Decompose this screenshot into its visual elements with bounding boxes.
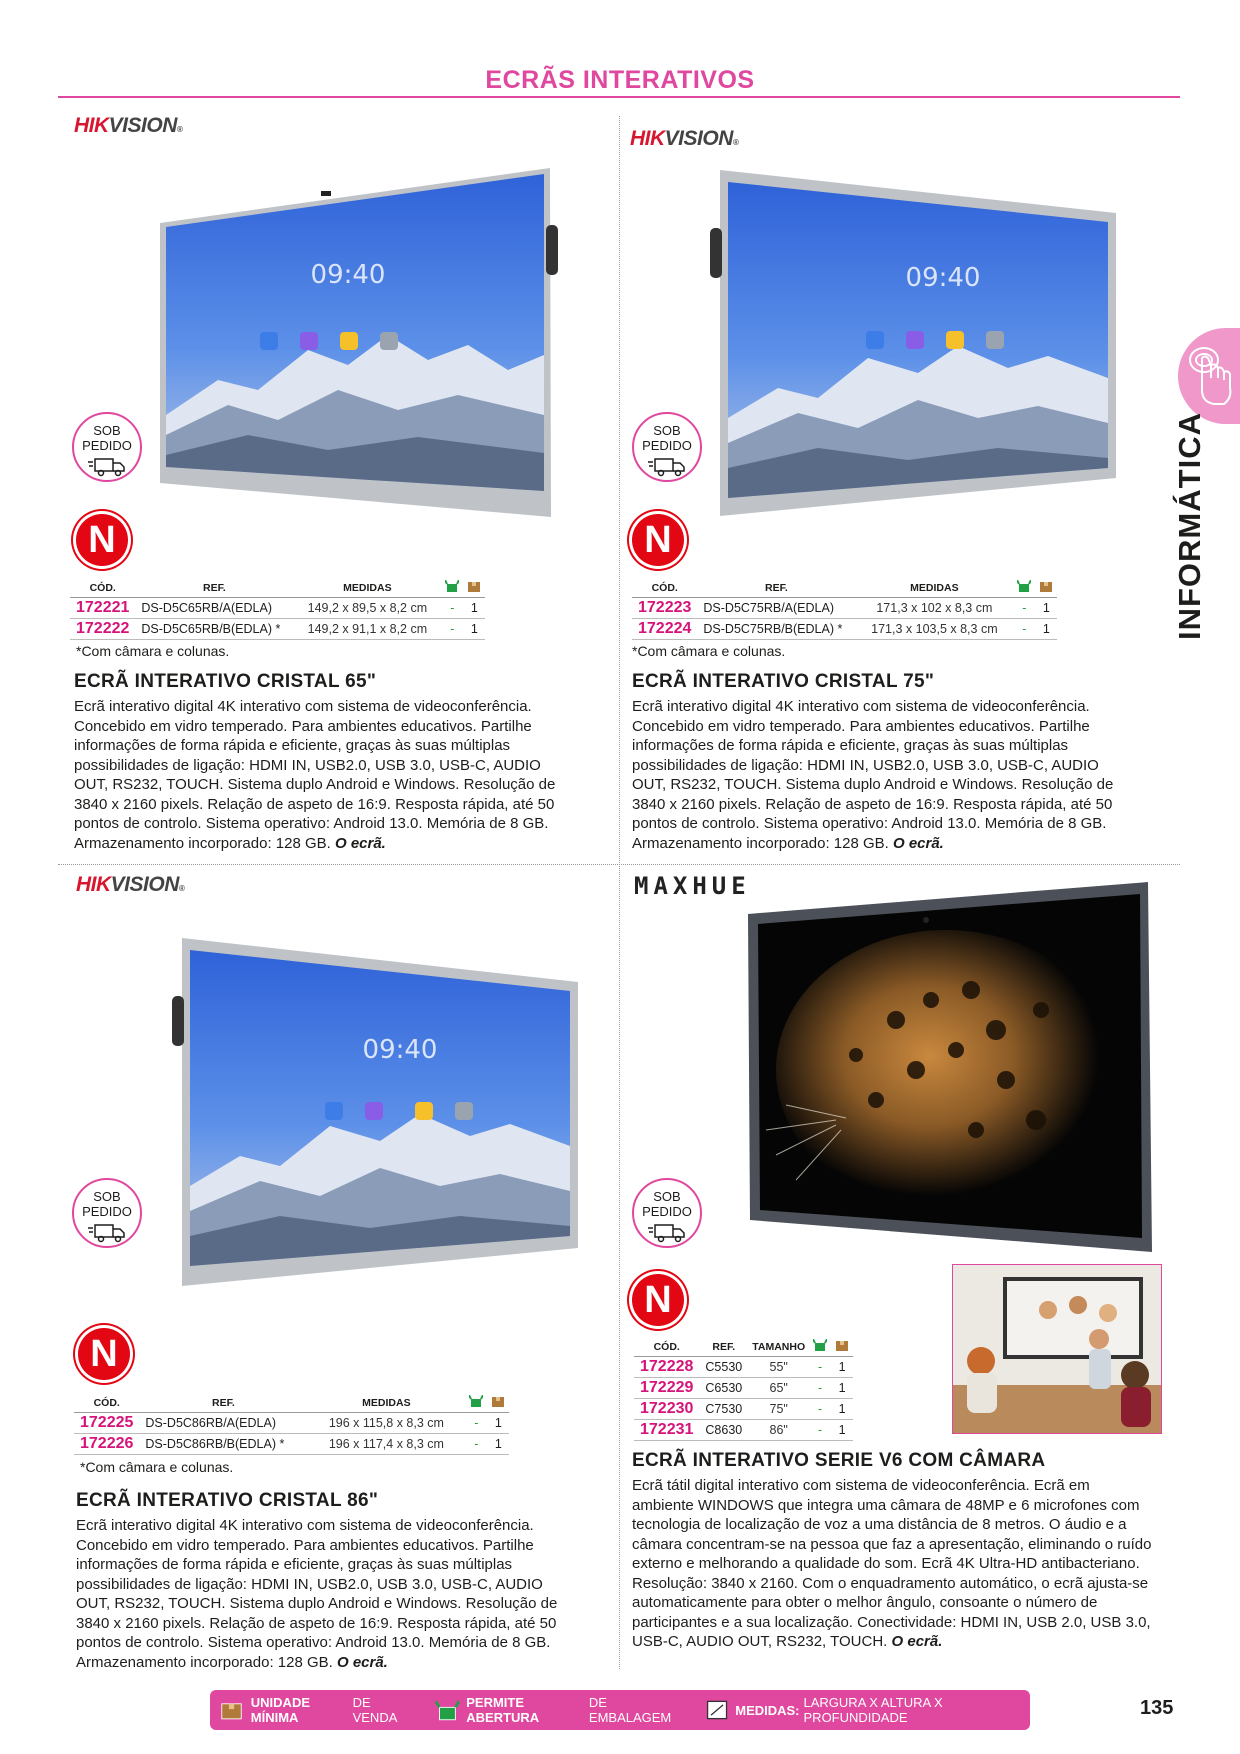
product-measures: 171,3 x 103,5 x 8,3 cm xyxy=(855,619,1013,640)
delivery-truck-icon xyxy=(87,1222,127,1244)
product-ref: C8630 xyxy=(699,1420,748,1441)
category-tab xyxy=(1178,328,1240,424)
description-text: Ecrã interativo digital 4K interativo com sistema de videoconferência. Concebido em vidro temperado. Para ambientes educativos. Partilhe informações de forma rápida e eficiente, graças às suas múltiplas possibilidades de ligação: HDMI IN, USB2.0, USB 3.0, USB-C, AUDIO OUT, RS232, TOUCH. Sistema duplo Android e Windows. Resolução de 3840 x 2160 pixels. Relação de aspeto de 16:9. Resposta rápida, até 50 pontos de controlo. Sistema operativo: Android 13.0. Memória de 8 GB. Armazenamento incorporado: 128 GB. xyxy=(632,698,1114,852)
legend-label: DE VENDA xyxy=(352,1695,398,1725)
min-unit-value: 1 xyxy=(1035,598,1057,619)
col-header: MEDIDAS xyxy=(855,578,1013,598)
product-size: 75" xyxy=(748,1399,809,1420)
table-row xyxy=(70,619,485,640)
col-header: MEDIDAS xyxy=(293,578,441,598)
min-unit-value: 1 xyxy=(831,1420,853,1441)
badge-line-2: PEDIDO xyxy=(642,438,692,453)
min-unit-value: 1 xyxy=(463,598,485,619)
col-header: CÓD. xyxy=(70,578,135,598)
min-unit-value: 1 xyxy=(831,1399,853,1420)
category-label: INFORMÁTICA xyxy=(1172,412,1207,640)
column-divider xyxy=(619,116,620,1669)
spec-table xyxy=(634,1337,853,1441)
product-title: ECRÃ INTERATIVO CRISTAL 86" xyxy=(76,1490,379,1511)
on-request-badge xyxy=(632,1178,702,1248)
spec-table xyxy=(70,578,485,640)
product-measures: 149,2 x 89,5 x 8,2 cm xyxy=(293,598,441,619)
on-request-badge xyxy=(632,412,702,482)
legend-open-pack xyxy=(435,1695,681,1725)
product-measures: 149,2 x 91,1 x 8,2 cm xyxy=(293,619,441,640)
spec-table xyxy=(632,578,1057,640)
sale-unit: O ecrã. xyxy=(892,834,944,852)
table-row xyxy=(634,1378,853,1399)
sale-unit: O ecrã. xyxy=(336,1653,388,1671)
product-ref: DS-D5C86RB/B(EDLA) * xyxy=(139,1434,307,1455)
open-pack-value: - xyxy=(465,1413,487,1434)
product-code: 172231 xyxy=(634,1420,699,1441)
open-pack-value: - xyxy=(1013,598,1035,619)
product-code: 172221 xyxy=(70,598,135,619)
title-rule xyxy=(58,96,1180,98)
legend-label-bold: MEDIDAS: xyxy=(735,1702,800,1718)
product-ref: C7530 xyxy=(699,1399,748,1420)
product-ref: DS-D5C65RB/B(EDLA) * xyxy=(135,619,293,640)
box-icon xyxy=(463,578,485,598)
product-code: 172224 xyxy=(632,619,697,640)
col-header: REF. xyxy=(699,1337,748,1357)
col-header: MEDIDAS xyxy=(307,1393,465,1413)
delivery-truck-icon xyxy=(647,1222,687,1244)
table-row xyxy=(632,619,1057,640)
on-request-badge xyxy=(72,1178,142,1248)
product-description xyxy=(632,1476,1152,1652)
table-row xyxy=(634,1357,853,1378)
product-title: ECRÃ INTERATIVO SERIE V6 COM CÂMARA xyxy=(632,1450,1046,1471)
product-size: 86" xyxy=(748,1420,809,1441)
product-image-cristal-75 xyxy=(708,168,1118,525)
row-divider xyxy=(58,864,1180,865)
product-ref: DS-D5C86RB/A(EDLA) xyxy=(139,1413,307,1434)
product-image-cristal-86 xyxy=(170,936,580,1293)
col-header: TAMANHO xyxy=(748,1337,809,1357)
product-title: ECRÃ INTERATIVO CRISTAL 75" xyxy=(632,671,935,692)
brand-logo-hikvision: HIKVISION® xyxy=(630,127,739,150)
open-pack-value: - xyxy=(809,1399,831,1420)
product-size: 65" xyxy=(748,1378,809,1399)
description-text: Ecrã interativo digital 4K interativo com sistema de videoconferência. Concebido em vidro temperado. Para ambientes educativos. Partilhe informações de forma rápida e eficiente, graças às suas múltiplas possibilidades de ligação: HDMI IN, USB2.0, USB 3.0, USB-C, AUDIO OUT, RS232, TOUCH. Sistema duplo Android e Windows. Resolução de 3840 x 2160 pixels. Relação de aspeto de 16:9. Resposta rápida, até 50 pontos de controlo. Sistema operativo: Android 13.0. Memória de 8 GB. Armazenamento incorporado: 128 GB. xyxy=(76,1517,558,1671)
description-text: Ecrã tátil digital interativo com sistema de videoconferência. Ecrã em ambiente WINDOWS que integra uma câmara de 48MP e 6 microfones com tecnologia de localização de voz a uma distância de 8 metros. O áudio e a câmara concentram-se na pessoa que faz a apresentação, eliminando o ruído externo e melhorando a qualidade do som. Ecrã 4K Ultra-HD antibacteriano. Resolução: 3840 x 2160. Com o enquadramento automático, o ecrã ajusta-se automaticamente para obter o melhor ângulo, consoante o número de participantes e a sua localização. Conectividade: HDMI IN, USB 2.0, USB 3.0, USB-C, AUDIO OUT, RS232, TOUCH. xyxy=(632,1477,1152,1650)
legend-label-bold: PERMITE ABERTURA xyxy=(466,1695,540,1725)
product-measures: 196 x 117,4 x 8,3 cm xyxy=(307,1434,465,1455)
table-row xyxy=(74,1434,509,1455)
min-unit-value: 1 xyxy=(463,619,485,640)
col-header: CÓD. xyxy=(74,1393,139,1413)
col-header: REF. xyxy=(135,578,293,598)
table-row xyxy=(634,1399,853,1420)
footnote: *Com câmara e colunas. xyxy=(80,1459,234,1475)
screen-clock: 09:40 xyxy=(310,260,386,290)
on-request-badge xyxy=(72,412,142,482)
open-pack-value: - xyxy=(441,598,463,619)
legend-measures xyxy=(705,1695,1016,1725)
badge-line-2: PEDIDO xyxy=(642,1204,692,1219)
min-unit-value: 1 xyxy=(1035,619,1057,640)
legend-label: LARGURA X ALTURA X PROFUNDIDADE xyxy=(803,1695,943,1725)
badge-line-1: SOB xyxy=(93,423,121,438)
col-header: CÓD. xyxy=(632,578,697,598)
product-description xyxy=(74,697,564,853)
legend-label: DE EMBALAGEM xyxy=(588,1695,672,1725)
badge-line-1: SOB xyxy=(653,1189,681,1204)
col-header: REF. xyxy=(139,1393,307,1413)
badge-line-2: PEDIDO xyxy=(82,438,132,453)
new-badge: N xyxy=(76,514,128,566)
page-number: 135 xyxy=(1140,1697,1174,1719)
legend-label-bold: UNIDADE MÍNIMA xyxy=(250,1695,311,1725)
open-pack-value: - xyxy=(441,619,463,640)
footnote: *Com câmara e colunas. xyxy=(76,643,230,659)
product-ref: C6530 xyxy=(699,1378,748,1399)
col-header: CÓD. xyxy=(634,1337,699,1357)
spec-table xyxy=(74,1393,509,1455)
product-measures: 171,3 x 102 x 8,3 cm xyxy=(855,598,1013,619)
open-pack-icon xyxy=(465,1393,487,1413)
new-badge: N xyxy=(632,514,684,566)
product-code: 172223 xyxy=(632,598,697,619)
min-unit-value: 1 xyxy=(487,1434,509,1455)
open-pack-value: - xyxy=(809,1420,831,1441)
new-badge: N xyxy=(78,1328,130,1380)
table-row xyxy=(70,598,485,619)
open-pack-value: - xyxy=(465,1434,487,1455)
product-image-cristal-65 xyxy=(158,165,564,525)
min-unit-value: 1 xyxy=(487,1413,509,1434)
product-code: 172228 xyxy=(634,1357,699,1378)
delivery-truck-icon xyxy=(647,456,687,478)
product-ref: DS-D5C65RB/A(EDLA) xyxy=(135,598,293,619)
screen-clock: 09:40 xyxy=(362,1035,438,1065)
legend-min-unit xyxy=(220,1695,411,1725)
footnote: *Com câmara e colunas. xyxy=(632,643,786,659)
product-image-serie-v6 xyxy=(746,880,1154,1259)
table-row xyxy=(634,1420,853,1441)
product-code: 172230 xyxy=(634,1399,699,1420)
min-unit-value: 1 xyxy=(831,1378,853,1399)
sale-unit: O ecrã. xyxy=(891,1633,943,1650)
col-header: REF. xyxy=(697,578,855,598)
open-box-icon xyxy=(435,1698,460,1722)
table-row xyxy=(74,1413,509,1434)
product-size: 55" xyxy=(748,1357,809,1378)
product-description xyxy=(632,697,1122,853)
table-row xyxy=(632,598,1057,619)
description-text: Ecrã interativo digital 4K interativo com sistema de videoconferência. Concebido em vidro temperado. Para ambientes educativos. Partilhe informações de forma rápida e eficiente, graças às suas múltiplas possibilidades de ligação: HDMI IN, USB2.0, USB 3.0, USB-C, AUDIO OUT, RS232, TOUCH. Sistema duplo Android e Windows. Resolução de 3840 x 2160 pixels. Relação de aspeto de 16:9. Resposta rápida, até 50 pontos de controlo. Sistema operativo: Android 13.0. Memória de 8 GB. Armazenamento incorporado: 128 GB. xyxy=(74,698,556,852)
min-unit-value: 1 xyxy=(831,1357,853,1378)
product-title: ECRÃ INTERATIVO CRISTAL 65" xyxy=(74,671,377,692)
badge-line-1: SOB xyxy=(653,423,681,438)
open-pack-value: - xyxy=(809,1357,831,1378)
screen-clock: 09:40 xyxy=(905,263,981,293)
open-pack-value: - xyxy=(1013,619,1035,640)
product-code: 172222 xyxy=(70,619,135,640)
measure-icon xyxy=(705,1698,729,1722)
box-icon xyxy=(831,1337,853,1357)
open-pack-icon xyxy=(809,1337,831,1357)
brand-logo-hikvision: HIKVISION® xyxy=(76,873,185,896)
brand-logo-hikvision: HIKVISION® xyxy=(74,114,183,137)
badge-line-1: SOB xyxy=(93,1189,121,1204)
product-code: 172226 xyxy=(74,1434,139,1455)
classroom-photo xyxy=(952,1264,1162,1434)
product-ref: C5530 xyxy=(699,1357,748,1378)
legend-bar xyxy=(210,1690,1030,1730)
brand-logo-maxhue: MAXHUE xyxy=(634,872,751,900)
sale-unit: O ecrã. xyxy=(334,834,386,852)
product-ref: DS-D5C75RB/A(EDLA) xyxy=(697,598,855,619)
box-icon xyxy=(220,1698,245,1722)
product-measures: 196 x 115,8 x 8,3 cm xyxy=(307,1413,465,1434)
new-badge: N xyxy=(632,1274,684,1326)
product-code: 172229 xyxy=(634,1378,699,1399)
touch-hand-icon xyxy=(1178,328,1240,424)
open-pack-value: - xyxy=(809,1378,831,1399)
box-icon xyxy=(1035,578,1057,598)
open-pack-icon xyxy=(441,578,463,598)
product-code: 172225 xyxy=(74,1413,139,1434)
delivery-truck-icon xyxy=(87,456,127,478)
open-pack-icon xyxy=(1013,578,1035,598)
product-description xyxy=(76,1516,566,1672)
product-ref: DS-D5C75RB/B(EDLA) * xyxy=(697,619,855,640)
badge-line-2: PEDIDO xyxy=(82,1204,132,1219)
page-title: ECRÃS INTERATIVOS xyxy=(485,66,755,94)
box-icon xyxy=(487,1393,509,1413)
